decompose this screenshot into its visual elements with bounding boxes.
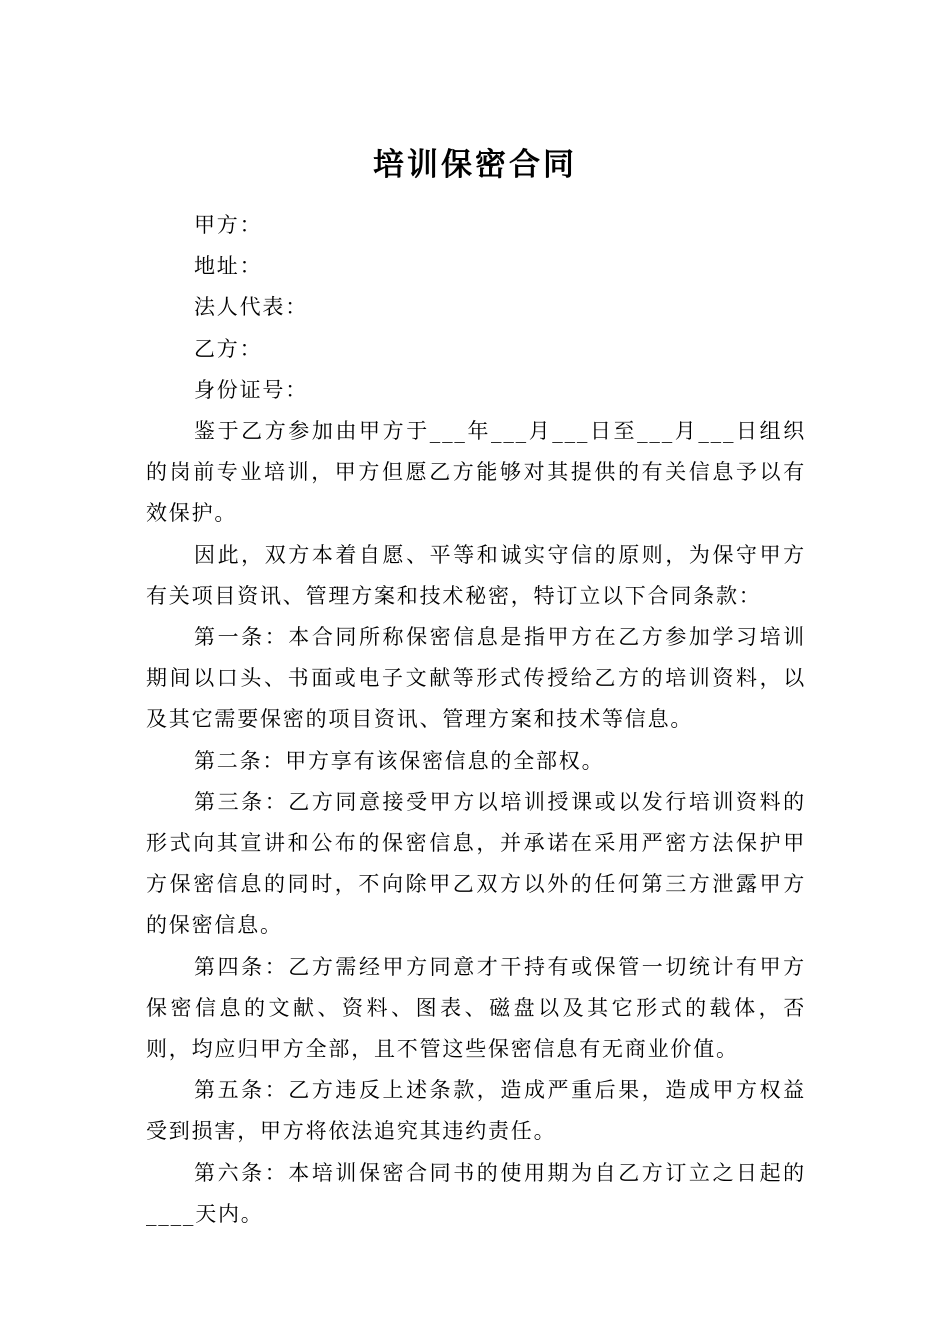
party-a-field: 甲方： [194,213,263,237]
article-3: 第三条：乙方同意接受甲方以培训授课或以发行培训资料的形式向其宣讲和公布的保密信息，并承诺在采用严密方法保护甲方保密信息的同时，不向除甲乙双方以外的任何第三方泄露甲方的保密信息。 [146,789,806,938]
principles-paragraph: 因此，双方本着自愿、平等和诚实守信的原则，为保守甲方有关项目资讯、管理方案和技术秘密，特订立以下合同条款： [146,542,806,608]
article-1: 第一条：本合同所称保密信息是指甲方在乙方参加学习培训期间以口头、书面或电子文献等形式传授给乙方的培训资料，以及其它需要保密的项目资讯、管理方案和技术等信息。 [146,625,806,732]
preamble-paragraph: 鉴于乙方参加由甲方于___年___月___日至___月___日组织的岗前专业培训，甲方但愿乙方能够对其提供的有关信息予以有效保护。 [146,419,806,526]
article-5: 第五条：乙方违反上述条款，造成严重后果，造成甲方权益受到损害，甲方将依法追究其违约责任。 [146,1078,806,1144]
document-title: 培训保密合同 [373,147,577,183]
article-4: 第四条：乙方需经甲方同意才干持有或保管一切统计有甲方保密信息的文献、资料、图表、磁盘以及其它形式的载体，否则，均应归甲方全部，且不管这些保密信息有无商业价值。 [146,954,806,1062]
party-b-field: 乙方： [194,336,263,361]
article-2: 第二条：甲方享有该保密信息的全部权。 [194,748,605,773]
article-6: 第六条：本培训保密合同书的使用期为自乙方订立之日起的____天内。 [146,1160,806,1226]
document-body [146,205,806,1235]
address-field: 地址： [194,254,263,279]
id-number-field: 身份证号： [194,377,308,402]
legal-representative-field: 法人代表： [194,295,308,320]
